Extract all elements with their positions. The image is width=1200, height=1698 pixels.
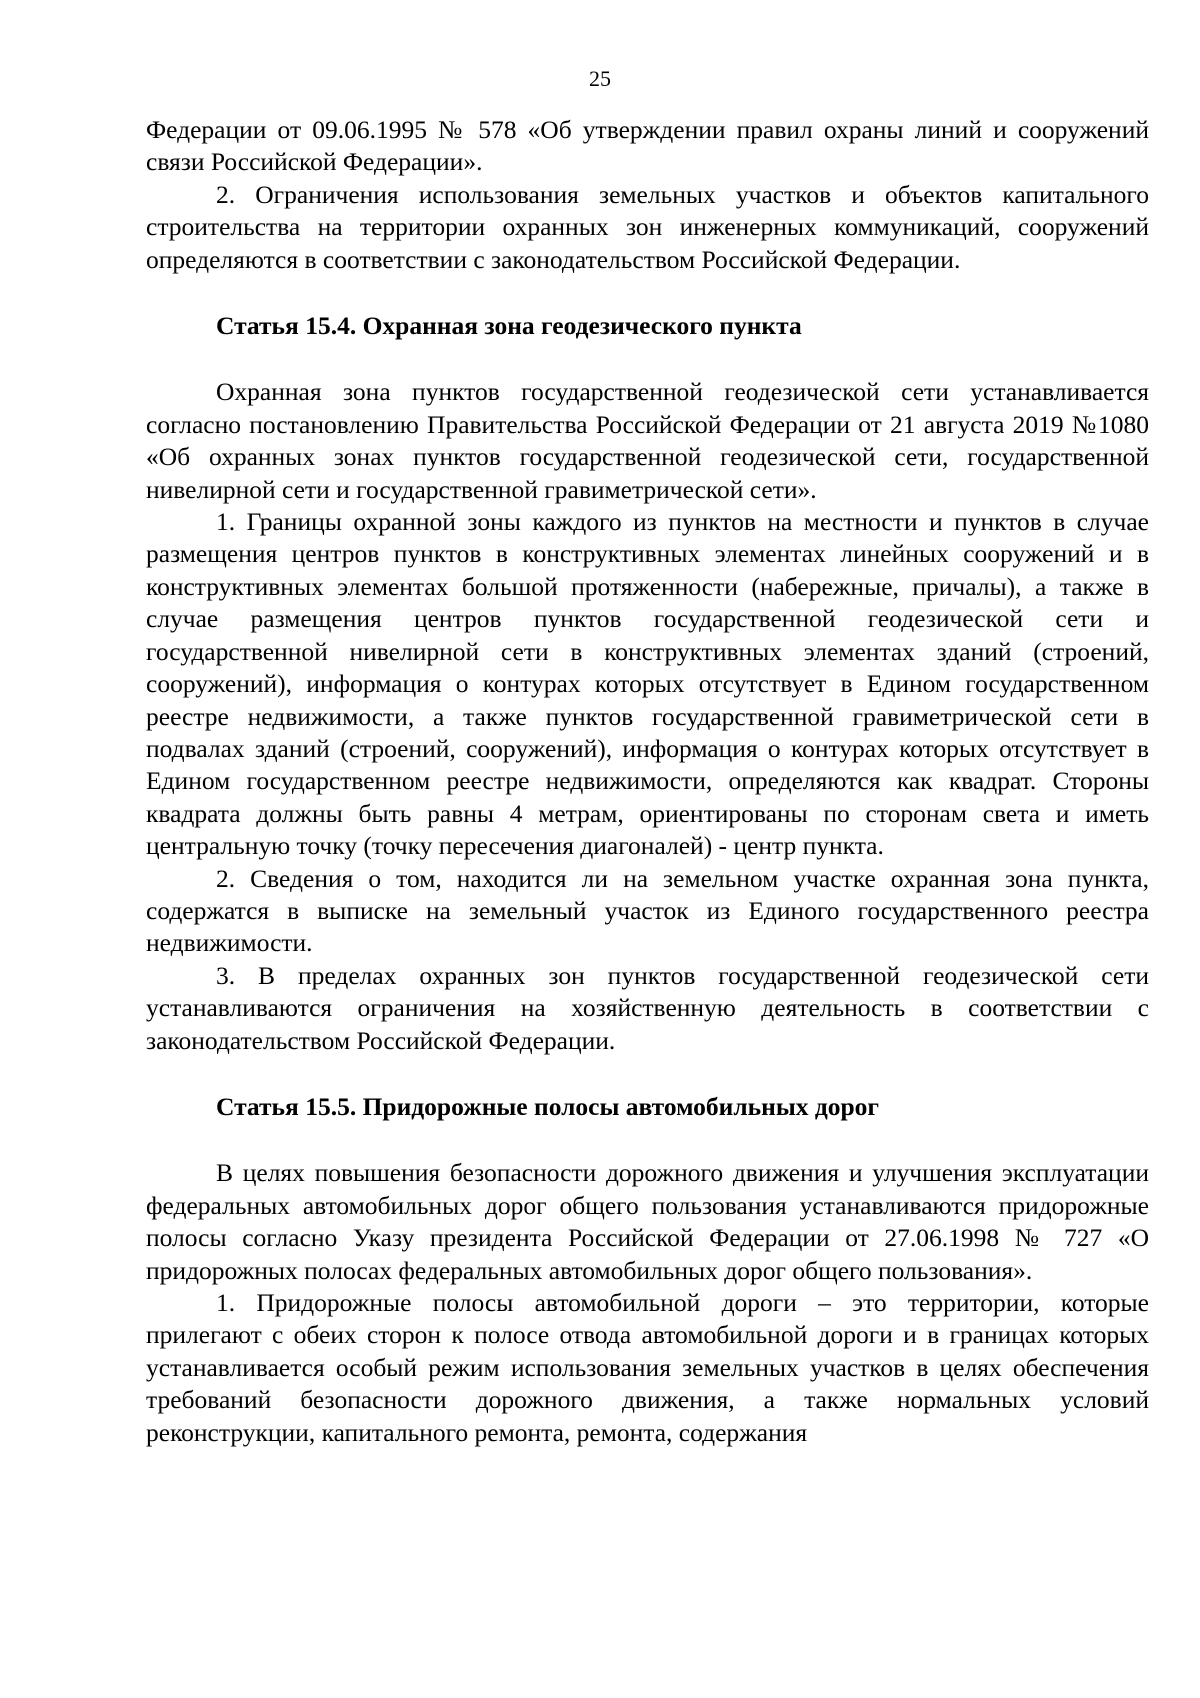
paragraph-geodetic-item-1: 1. Границы охранной зоны каждого из пунктов на местности и пунктов в случае размещения центров пунктов в конструктивных элементах линейных сооружений и в конструктивных элементах большой протяженности (набережные, причалы), а также в случае размещения центров пунктов государственной геодезической сети и государственной нивелирной сети в конструктивных элементах зданий (строений, сооружений), информация о контурах которых отсутствует в Едином государственном реестре недвижимости, а также пунктов государственной гравиметрической сети в подвалах зданий (строений, сооружений), информация о контурах которых отсутствует в Едином государственном реестре недвижимости, определяются как квадрат. Стороны квадрата должны быть равны 4 метрам, ориентированы по сторонам света и иметь центральную точку (точку пересечения диагоналей) - центр пункта. [146,507,1149,861]
page-number: 25 [589,66,611,91]
paragraph-roads-item-1: 1. Придорожные полосы автомобильной дороги – это территории, которые прилегают с обеих сторон к полосе отвода автомобильной дороги и в границах которых устанавливается особый режим использования земельных участков в целях обеспечения требований безопасности дорожного движения, а также нормальных условий реконструкции, капитального ремонта, ремонта, содержания [146,1288,1149,1447]
paragraph-roads-intro: В целях повышения безопасности дорожного движения и улучшения эксплуатации федеральных автомобильных дорог общего пользования устанавливаются придорожные полосы согласно Указу президента Российской Федерации от 27.06.1998 № 727 «О придорожных полосах федеральных автомобильных дорог общего пользования». [146,1158,1149,1285]
paragraph-continuation: Федерации от 09.06.1995 № 578 «Об утверждении правил охраны линий и сооружений связи Российской Федерации». [146,115,1149,177]
heading-article-15-4: Статья 15.4. Охранная зона геодезического пункта [216,311,802,341]
heading-article-15-5: Статья 15.5. Придорожные полосы автомобильных дорог [216,1091,880,1121]
paragraph-geodetic-item-2: 2. Сведения о том, находится ли на земельном участке охранная зона пункта, содержатся в выписке на земельный участок из Единого государственного реестра недвижимости. [146,863,1149,958]
paragraph-item-2: 2. Ограничения использования земельных участков и объектов капитального строительства на территории охранных зон инженерных коммуникаций, сооружений определяются в соответствии с законодательством Российской Федерации. [146,179,1149,274]
paragraph-geodetic-intro: Охранная зона пунктов государственной геодезической сети устанавливается согласно постановлению Правительства Российской Федерации от 21 августа 2019 №1080 «Об охранных зонах пунктов государственной геодезической сети, государственной нивелирной сети и государственной гравиметрической сети». [146,377,1149,504]
paragraph-geodetic-item-3: 3. В пределах охранных зон пунктов государственной геодезической сети устанавливаются ограничения на хозяйственную деятельность в соответствии с законодательством Российской Федерации. [146,960,1149,1055]
document-body [146,114,1149,1449]
